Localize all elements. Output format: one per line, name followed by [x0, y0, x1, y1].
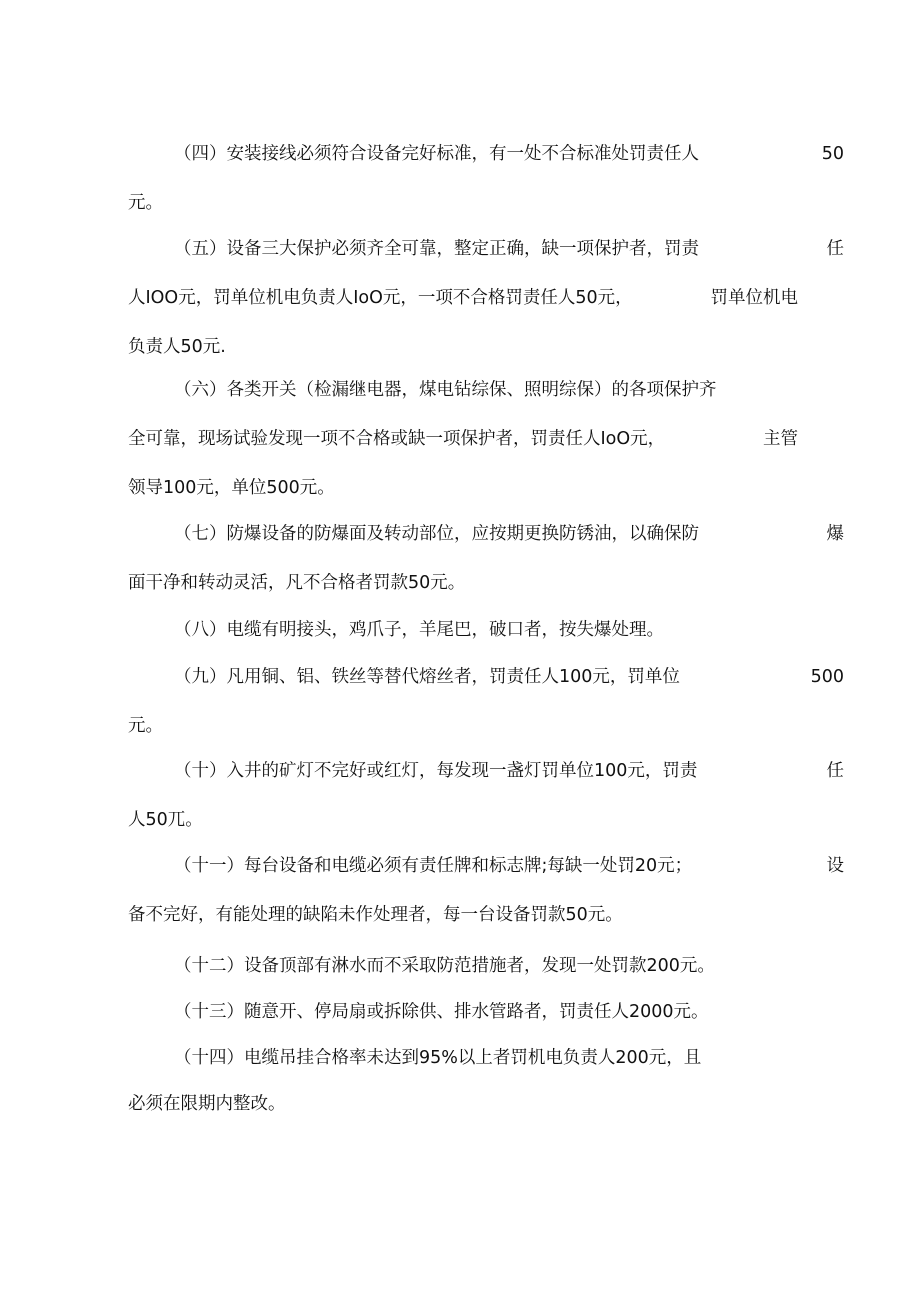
- paragraph-11: [128, 842, 844, 940]
- paragraph-5: [128, 225, 844, 372]
- paragraph-line: （九）凡用铜、铝、铁丝等替代熔丝者，罚责任人100元，罚单位 500: [174, 667, 844, 687]
- paragraph-13: [128, 988, 798, 1037]
- paragraph-line: （十一）每台设备和电缆必须有责任牌和标志牌;每缺一处罚20元； 设: [174, 856, 844, 876]
- paragraph-line: （十三）随意开、停局扇或拆除供、排水管路者，罚责任人2000元。: [174, 1002, 709, 1022]
- paragraph-line: 必须在限期内整改。: [128, 1094, 286, 1114]
- paragraph-14: [128, 1035, 798, 1127]
- paragraph-line: 元。: [128, 193, 163, 213]
- paragraph-line: 全可靠，现场试验发现一项不合格或缺一项保护者，罚责任人IoO元， 主管: [128, 429, 798, 449]
- paragraph-line: （七）防爆设备的防爆面及转动部位，应按期更换防锈油，以确保防 爆: [174, 524, 844, 544]
- paragraph-line: 备不完好，有能处理的缺陷未作处理者，每一台设备罚款50元。: [128, 905, 623, 925]
- paragraph-line: （十四）电缆吊挂合格率未达到95%以上者罚机电负责人200元，且: [174, 1048, 702, 1068]
- paragraph-line: （五）设备三大保护必须齐全可靠，整定正确，缺一项保护者，罚责 任: [174, 239, 844, 259]
- paragraph-line: 元。: [128, 716, 163, 736]
- paragraph-line: 人50兀。: [128, 810, 203, 830]
- paragraph-12: [128, 942, 798, 991]
- paragraph-line: （四）安装接线必须符合设备完好标准，有一处不合标准处罚责任人 50: [174, 144, 844, 164]
- paragraph-line: （六）各类开关（检漏继电器，煤电钻综保、照明综保）的各项保护齐: [174, 380, 717, 400]
- paragraph-4: [128, 130, 844, 228]
- paragraph-line: 领导100元，单位500元。: [128, 478, 335, 498]
- paragraph-8: [128, 606, 798, 655]
- paragraph-line: （十二）设备顶部有淋水而不采取防范措施者，发现一处罚款200元。: [174, 956, 715, 976]
- paragraph-line: 人IOO元，罚单位机电负责人IoO元，一项不合格罚责任人50元， 罚单位机电: [128, 288, 798, 308]
- paragraph-6: [128, 366, 798, 513]
- paragraph-line: （八）电缆有明接头，鸡爪子，羊尾巴，破口者，按失爆处理。: [174, 620, 664, 640]
- paragraph-line: 面干净和转动灵活，凡不合格者罚款50元。: [128, 573, 466, 593]
- paragraph-9: [128, 653, 844, 751]
- paragraph-7: [128, 510, 844, 608]
- paragraph-line: 负责人50元.: [128, 337, 226, 357]
- paragraph-10: [128, 747, 844, 845]
- paragraph-line: （十）入井的矿灯不完好或红灯，每发现一盏灯罚单位100元，罚责 任: [174, 761, 844, 781]
